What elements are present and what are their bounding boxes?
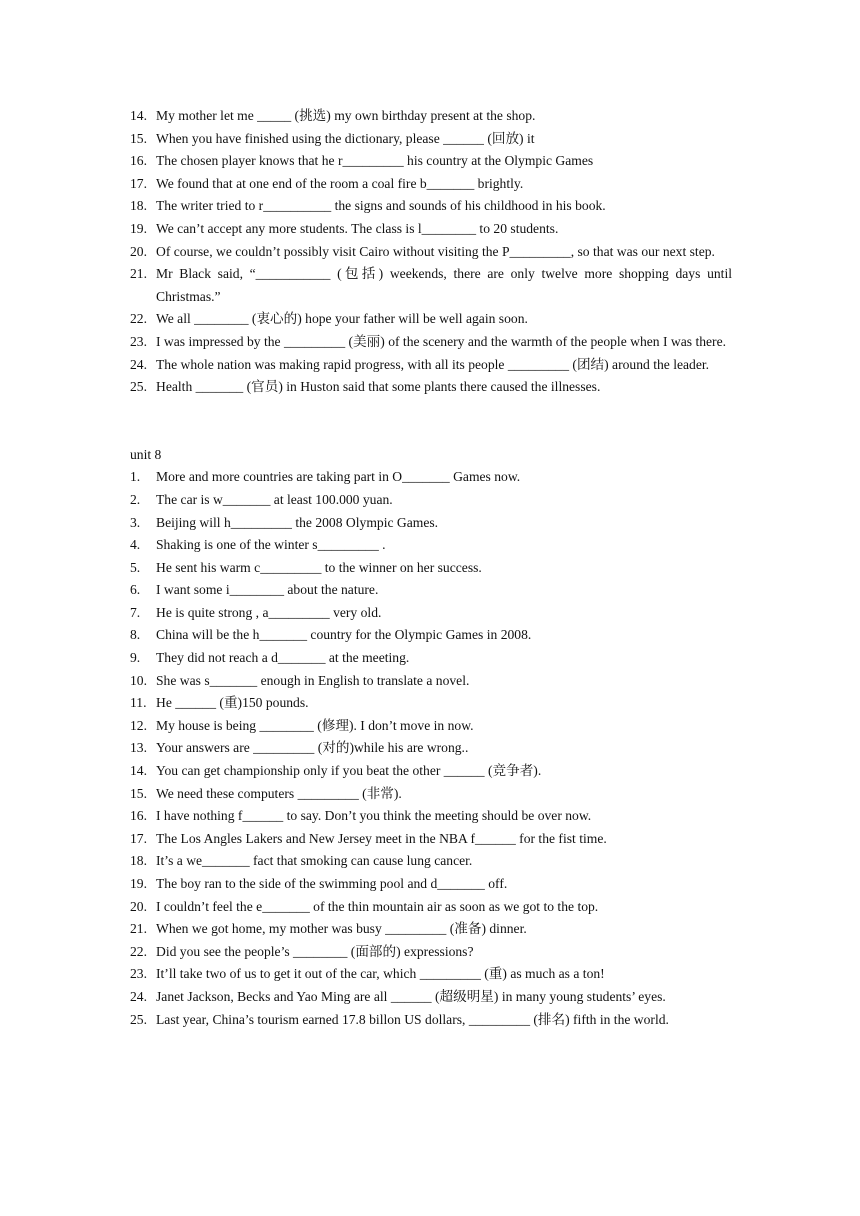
item-text: Janet Jackson, Becks and Yao Ming are all ______ (超级明星) in many young students’ eyes. [156, 988, 666, 1004]
item-number: 3. [130, 514, 141, 530]
item-text: The whole nation was making rapid progress, with all its people _________ (团结) around the leader. [156, 356, 710, 372]
item-number: 23. [130, 333, 147, 349]
exercise-item [130, 670, 732, 693]
item-number: 16. [130, 808, 147, 824]
item-number: 17. [130, 175, 147, 191]
item-text: When you have finished using the dictionary, please ______ (回放) it [156, 130, 535, 146]
exercise-item [130, 218, 732, 241]
exercise-item [130, 150, 732, 173]
item-text: I want some i________ about the nature. [156, 582, 379, 598]
item-text: I have nothing f______ to say. Don’t you think the meeting should be over now. [156, 808, 592, 824]
exercise-item [130, 195, 732, 218]
exercise-item [130, 128, 732, 151]
exercise-item [130, 737, 732, 760]
item-number: 16. [130, 153, 147, 169]
exercise-item [130, 805, 732, 828]
item-text: We all ________ (衷心的) hope your father will be well again soon. [156, 311, 528, 327]
item-number: 23. [130, 966, 147, 982]
exercise-item [130, 963, 732, 986]
item-number: 7. [130, 604, 141, 620]
item-text: It’s a we_______ fact that smoking can cause lung cancer. [156, 853, 473, 869]
document-page [130, 105, 732, 1031]
item-number: 22. [130, 311, 147, 327]
item-number: 20. [130, 243, 147, 259]
exercise-item [130, 873, 732, 896]
item-number: 20. [130, 898, 147, 914]
item-text: The Los Angles Lakers and New Jersey meet in the NBA f______ for the fist time. [156, 830, 607, 846]
item-number: 24. [130, 988, 147, 1004]
exercise-item [130, 263, 732, 308]
item-number: 24. [130, 356, 147, 372]
exercise-item [130, 941, 732, 964]
item-text: We found that at one end of the room a coal fire b_______ brightly. [156, 175, 524, 191]
exercise-item [130, 512, 732, 535]
exercise-list-previous-unit [130, 105, 732, 399]
item-text: Beijing will h_________ the 2008 Olympic Games. [156, 514, 439, 530]
item-number: 17. [130, 830, 147, 846]
item-text: He is quite strong , a_________ very old. [156, 604, 382, 620]
exercise-item [130, 376, 732, 399]
exercise-list-unit-8 [130, 466, 732, 1031]
exercise-item [130, 850, 732, 873]
item-number: 6. [130, 582, 141, 598]
exercise-item [130, 896, 732, 919]
item-number: 22. [130, 943, 147, 959]
item-text: She was s_______ enough in English to translate a novel. [156, 672, 470, 688]
exercise-item [130, 647, 732, 670]
item-text: He sent his warm c_________ to the winner on her success. [156, 559, 482, 575]
exercise-item [130, 534, 732, 557]
item-text: Of course, we couldn’t possibly visit Cairo without visiting the P_________, so that was our next step. [156, 243, 715, 259]
exercise-item [130, 692, 732, 715]
exercise-item [130, 489, 732, 512]
item-number: 13. [130, 740, 147, 756]
item-number: 21. [130, 921, 147, 937]
item-number: 2. [130, 491, 141, 507]
exercise-item [130, 331, 732, 354]
item-text: The chosen player knows that he r_________ his country at the Olympic Games [156, 153, 594, 169]
item-number: 25. [130, 379, 147, 395]
item-text: You can get championship only if you beat the other ______ (竞争者). [156, 763, 542, 779]
exercise-item [130, 783, 732, 806]
item-text: The car is w_______ at least 100.000 yuan. [156, 491, 393, 507]
item-number: 15. [130, 130, 147, 146]
item-number: 10. [130, 672, 147, 688]
item-number: 14. [130, 763, 147, 779]
exercise-item [130, 354, 732, 377]
item-text: It’ll take two of us to get it out of the car, which _________ (重) as much as a ton! [156, 966, 605, 982]
item-text: Did you see the people’s ________ (面部的) expressions? [156, 943, 474, 959]
item-text: Health _______ (官员) in Huston said that some plants there caused the illnesses. [156, 379, 601, 395]
exercise-item [130, 715, 732, 738]
item-number: 21. [130, 266, 147, 282]
item-number: 14. [130, 108, 147, 123]
exercise-item [130, 1009, 732, 1032]
item-text: When we got home, my mother was busy _________ (准备) dinner. [156, 921, 527, 937]
item-number: 15. [130, 785, 147, 801]
item-text: Last year, China’s tourism earned 17.8 billon US dollars, _________ (排名) fifth in the world. [156, 1011, 669, 1027]
item-number: 12. [130, 717, 147, 733]
exercise-item [130, 308, 732, 331]
exercise-item [130, 105, 732, 128]
item-text: I was impressed by the _________ (美丽) of the scenery and the warmth of the people when I was there. [156, 333, 727, 349]
item-number: 18. [130, 198, 147, 214]
item-text: The writer tried to r__________ the signs and sounds of his childhood in his book. [156, 198, 606, 214]
item-text: I couldn’t feel the e_______ of the thin mountain air as soon as we got to the top. [156, 898, 599, 914]
unit-heading: unit 8 [130, 446, 162, 462]
item-text: Shaking is one of the winter s_________ . [156, 537, 386, 553]
item-number: 1. [130, 469, 141, 485]
item-number: 19. [130, 220, 147, 236]
exercise-item [130, 602, 732, 625]
item-number: 9. [130, 650, 141, 666]
item-number: 18. [130, 853, 147, 869]
item-text: The boy ran to the side of the swimming pool and d_______ off. [156, 876, 508, 891]
item-text: My house is being ________ (修理). I don’t move in now. [156, 717, 474, 733]
item-text: We can’t accept any more students. The class is l________ to 20 students. [156, 220, 559, 236]
item-number: 8. [130, 627, 141, 643]
exercise-item [130, 173, 732, 196]
exercise-item [130, 918, 732, 941]
item-text: More and more countries are taking part in O_______ Games now. [156, 469, 521, 485]
exercise-item [130, 466, 732, 489]
item-text: They did not reach a d_______ at the meeting. [156, 650, 410, 666]
item-number: 11. [130, 695, 147, 711]
item-text: Your answers are _________ (对的)while his are wrong.. [156, 740, 469, 756]
exercise-item [130, 624, 732, 647]
item-number: 4. [130, 537, 141, 553]
item-text: Mr Black said, “___________ (包括) weekends, there are only twelve more shopping days until Christmas.” [156, 266, 732, 304]
exercise-item [130, 986, 732, 1009]
item-text: My mother let me _____ (挑选) my own birthday present at the shop. [156, 108, 536, 123]
item-number: 25. [130, 1011, 147, 1027]
item-number: 5. [130, 559, 141, 575]
exercise-item [130, 579, 732, 602]
item-text: He ______ (重)150 pounds. [156, 695, 309, 711]
exercise-item [130, 557, 732, 580]
exercise-item [130, 760, 732, 783]
item-number: 19. [130, 876, 147, 891]
item-text: We need these computers _________ (非常). [156, 785, 402, 801]
exercise-item [130, 241, 732, 264]
item-text: China will be the h_______ country for the Olympic Games in 2008. [156, 627, 532, 643]
exercise-item [130, 828, 732, 851]
